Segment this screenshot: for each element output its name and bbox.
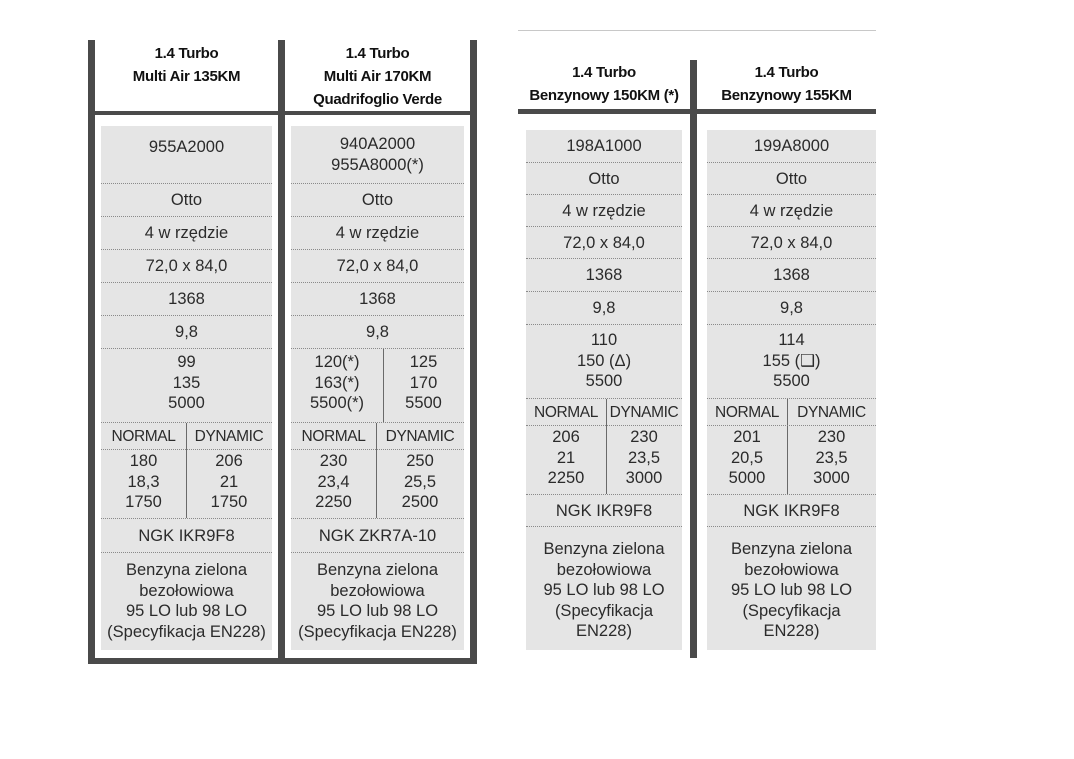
column-header xyxy=(697,61,876,107)
power-kw: 120(*) xyxy=(314,353,360,371)
compression-value: 9,8 xyxy=(175,323,198,341)
cylinder-layout xyxy=(526,195,682,227)
compression-ratio xyxy=(291,316,464,349)
engine-code xyxy=(101,126,272,184)
column-benzynowy-150 xyxy=(518,60,690,658)
torque-split xyxy=(291,423,464,518)
header-line: 1.4 Turbo xyxy=(154,45,219,62)
torque xyxy=(526,399,682,495)
mode-normal-label: NORMAL xyxy=(301,428,366,445)
power-variant-a xyxy=(291,349,383,422)
layout-value: 4 w rzędzie xyxy=(749,202,834,220)
layout-value: 4 w rzędzie xyxy=(562,202,646,220)
power xyxy=(291,349,464,423)
fuel-line: (Specyfikacja EN228) xyxy=(107,622,266,641)
torque-divider xyxy=(787,399,788,494)
displacement-value: 1368 xyxy=(359,290,396,308)
fuel-line: bezołowiowa xyxy=(744,560,839,579)
header-line: Multi Air 135KM xyxy=(132,68,241,85)
spark-plug xyxy=(101,519,272,553)
torque-nm: 201 xyxy=(733,428,761,446)
power xyxy=(101,349,272,423)
engine-code-value: 198A1000 xyxy=(566,137,642,155)
cycle xyxy=(291,184,464,217)
fuel xyxy=(101,553,272,650)
bore-stroke xyxy=(707,227,876,259)
power-hp: 163(*) xyxy=(314,373,360,392)
fuel-line: EN228) xyxy=(576,622,632,640)
spark-plug xyxy=(707,495,876,527)
power-variant-b xyxy=(383,349,464,422)
mode-normal-label: NORMAL xyxy=(534,404,598,421)
torque-normal xyxy=(291,423,376,518)
torque-nm: 250 xyxy=(406,452,434,470)
spark-plug-value: NGK IKR9F8 xyxy=(555,502,653,520)
fuel-line: Benzyna zielona xyxy=(125,561,248,579)
column-body xyxy=(526,130,682,650)
column-benzynowy-155 xyxy=(697,60,876,658)
power-kw: 114 xyxy=(778,331,805,349)
torque-rpm: 2500 xyxy=(401,493,439,511)
fuel-line: (Specyfikacja xyxy=(742,601,841,620)
power-kw: 110 xyxy=(590,331,618,349)
torque-kgm: 21 xyxy=(219,472,239,491)
torque-rpm: 2250 xyxy=(547,469,585,487)
fuel-line: EN228) xyxy=(763,622,820,640)
cylinder-layout xyxy=(101,217,272,250)
power-rpm: 5500(*) xyxy=(309,394,365,412)
header-line: 1.4 Turbo xyxy=(345,45,410,62)
power-kw: 125 xyxy=(409,353,438,371)
column-header xyxy=(285,42,470,111)
displacement xyxy=(526,259,682,292)
fuel-line: 95 LO lub 98 LO xyxy=(543,581,665,599)
cycle xyxy=(101,184,272,217)
column-header xyxy=(95,42,278,88)
mode-normal-label: NORMAL xyxy=(715,404,779,421)
engine-code-value: 940A2000 xyxy=(339,135,416,153)
bore-stroke xyxy=(526,227,682,259)
power-hp: 155 (❑) xyxy=(762,351,821,370)
power-kw: 99 xyxy=(177,353,196,371)
engine-code-value: 955A2000 xyxy=(148,138,225,156)
engine-code xyxy=(291,126,464,184)
fuel xyxy=(707,527,876,650)
bore-stroke-value: 72,0 x 84,0 xyxy=(563,234,645,252)
cycle xyxy=(526,163,682,195)
right-table-top-line xyxy=(518,30,876,31)
power-rpm: 5500 xyxy=(405,394,442,412)
right-spec-table xyxy=(518,60,876,658)
torque-mode-rule xyxy=(101,449,272,450)
cylinder-layout xyxy=(707,195,876,227)
torque-normal xyxy=(707,399,787,494)
column-header xyxy=(518,61,690,107)
torque-split xyxy=(101,423,272,518)
engine-code-value: 955A8000(*) xyxy=(331,155,424,174)
header-line: 1.4 Turbo xyxy=(572,64,636,81)
compression-ratio xyxy=(101,316,272,349)
header-line: Multi Air 170KM xyxy=(323,68,432,85)
header-line: Quadrifoglio Verde xyxy=(313,91,442,108)
engine-code xyxy=(707,130,876,163)
column-multiair-170-qv xyxy=(285,40,470,658)
displacement-value: 1368 xyxy=(585,266,623,284)
power-rpm: 5500 xyxy=(773,372,810,390)
displacement-value: 1368 xyxy=(773,266,810,284)
power-split xyxy=(291,349,464,422)
torque-rpm: 3000 xyxy=(813,469,850,487)
power-hp: 170 xyxy=(409,373,438,392)
power-hp: 135 xyxy=(172,373,201,392)
fuel-line: (Specyfikacja EN228) xyxy=(298,622,457,641)
fuel-line: bezołowiowa xyxy=(556,560,652,579)
displacement xyxy=(707,259,876,292)
engine-code-value: 199A8000 xyxy=(753,137,830,155)
mode-dynamic-label: DYNAMIC xyxy=(609,404,679,421)
cycle-value: Otto xyxy=(170,191,203,209)
header-line: Benzynowy 155KM xyxy=(721,87,852,104)
bore-stroke xyxy=(291,250,464,283)
bore-stroke-value: 72,0 x 84,0 xyxy=(336,257,419,275)
fuel-line: bezołowiowa xyxy=(139,581,234,600)
mode-dynamic-label: DYNAMIC xyxy=(385,428,455,445)
torque-nm: 230 xyxy=(319,452,348,470)
right-table-middle-divider xyxy=(690,60,697,658)
torque-rpm: 5000 xyxy=(728,469,766,487)
torque-kgm: 23,4 xyxy=(317,472,350,491)
power xyxy=(707,325,876,399)
power xyxy=(526,325,682,399)
left-spec-table xyxy=(88,40,477,664)
torque-nm: 230 xyxy=(817,428,846,446)
displacement-value: 1368 xyxy=(168,290,205,308)
column-body xyxy=(291,126,464,650)
fuel-line: Benzyna zielona xyxy=(543,540,665,558)
compression-value: 9,8 xyxy=(366,323,389,341)
torque-split xyxy=(707,399,876,494)
torque-divider xyxy=(186,423,187,518)
fuel xyxy=(291,553,464,650)
torque-kgm: 23,5 xyxy=(815,448,848,467)
spark-plug-value: NGK IKR9F8 xyxy=(138,527,235,545)
torque-nm: 230 xyxy=(630,428,658,446)
torque-normal xyxy=(101,423,186,518)
torque-normal xyxy=(526,399,606,494)
torque-kgm: 23,5 xyxy=(627,448,661,467)
mode-normal-label: NORMAL xyxy=(111,428,176,445)
displacement xyxy=(291,283,464,316)
header-line: 1.4 Turbo xyxy=(754,64,819,81)
layout-value: 4 w rzędzie xyxy=(144,224,229,242)
torque-kgm: 25,5 xyxy=(403,472,437,491)
spark-plug xyxy=(526,495,682,527)
left-table-left-border xyxy=(88,40,95,664)
torque-split xyxy=(526,399,682,494)
torque-dynamic xyxy=(186,423,272,518)
fuel-line: 95 LO lub 98 LO xyxy=(316,602,439,620)
torque-rpm: 1750 xyxy=(210,493,248,511)
displacement xyxy=(101,283,272,316)
compression-value: 9,8 xyxy=(780,299,803,317)
compression-ratio xyxy=(526,292,682,325)
torque xyxy=(707,399,876,495)
cycle xyxy=(707,163,876,195)
header-line: Benzynowy 150KM (*) xyxy=(529,87,679,104)
torque xyxy=(291,423,464,519)
engine-code xyxy=(526,130,682,163)
fuel xyxy=(526,527,682,650)
torque-dynamic xyxy=(787,399,876,494)
spark-plug-value: NGK IKR9F8 xyxy=(743,502,840,520)
left-table-right-border xyxy=(470,40,477,664)
bore-stroke xyxy=(101,250,272,283)
fuel-line: 95 LO lub 98 LO xyxy=(730,581,853,599)
mode-dynamic-label: DYNAMIC xyxy=(797,404,866,421)
spark-plug xyxy=(291,519,464,553)
fuel-line: Benzyna zielona xyxy=(316,561,439,579)
column-body xyxy=(707,130,876,650)
fuel-line: 95 LO lub 98 LO xyxy=(125,602,248,620)
left-table-middle-divider xyxy=(278,40,285,664)
torque-kgm: 21 xyxy=(556,448,576,467)
torque-divider xyxy=(606,399,607,494)
cycle-value: Otto xyxy=(775,170,808,188)
compression-ratio xyxy=(707,292,876,325)
fuel-line: Benzyna zielona xyxy=(730,540,853,558)
cycle-value: Otto xyxy=(361,191,394,209)
torque-rpm: 2250 xyxy=(315,493,352,511)
torque-nm: 206 xyxy=(552,428,580,446)
torque-nm: 206 xyxy=(215,452,243,470)
column-multiair-135 xyxy=(95,40,278,658)
torque-rpm: 1750 xyxy=(125,493,162,511)
torque-kgm: 20,5 xyxy=(730,448,764,467)
spark-plug-value: NGK ZKR7A-10 xyxy=(318,527,437,545)
torque xyxy=(101,423,272,519)
power-rpm: 5000 xyxy=(168,394,205,412)
power-hp: 150 (Δ) xyxy=(576,351,632,370)
compression-value: 9,8 xyxy=(592,299,616,317)
torque-divider xyxy=(376,423,377,518)
left-table-bottom-rule xyxy=(88,658,477,664)
power-divider xyxy=(383,349,384,422)
mode-dynamic-label: DYNAMIC xyxy=(194,428,264,445)
cylinder-layout xyxy=(291,217,464,250)
torque-rpm: 3000 xyxy=(625,469,663,487)
torque-mode-rule xyxy=(707,425,876,426)
fuel-line: bezołowiowa xyxy=(330,581,425,600)
bore-stroke-value: 72,0 x 84,0 xyxy=(750,234,833,252)
layout-value: 4 w rzędzie xyxy=(335,224,420,242)
torque-nm: 180 xyxy=(129,452,158,470)
fuel-line: (Specyfikacja xyxy=(554,601,654,620)
column-body xyxy=(101,126,272,650)
torque-kgm: 18,3 xyxy=(127,472,160,491)
bore-stroke-value: 72,0 x 84,0 xyxy=(145,257,228,275)
torque-mode-rule xyxy=(291,449,464,450)
torque-dynamic xyxy=(376,423,464,518)
cycle-value: Otto xyxy=(588,170,620,188)
torque-dynamic xyxy=(606,399,682,494)
torque-mode-rule xyxy=(526,425,682,426)
power-rpm: 5500 xyxy=(585,372,623,390)
